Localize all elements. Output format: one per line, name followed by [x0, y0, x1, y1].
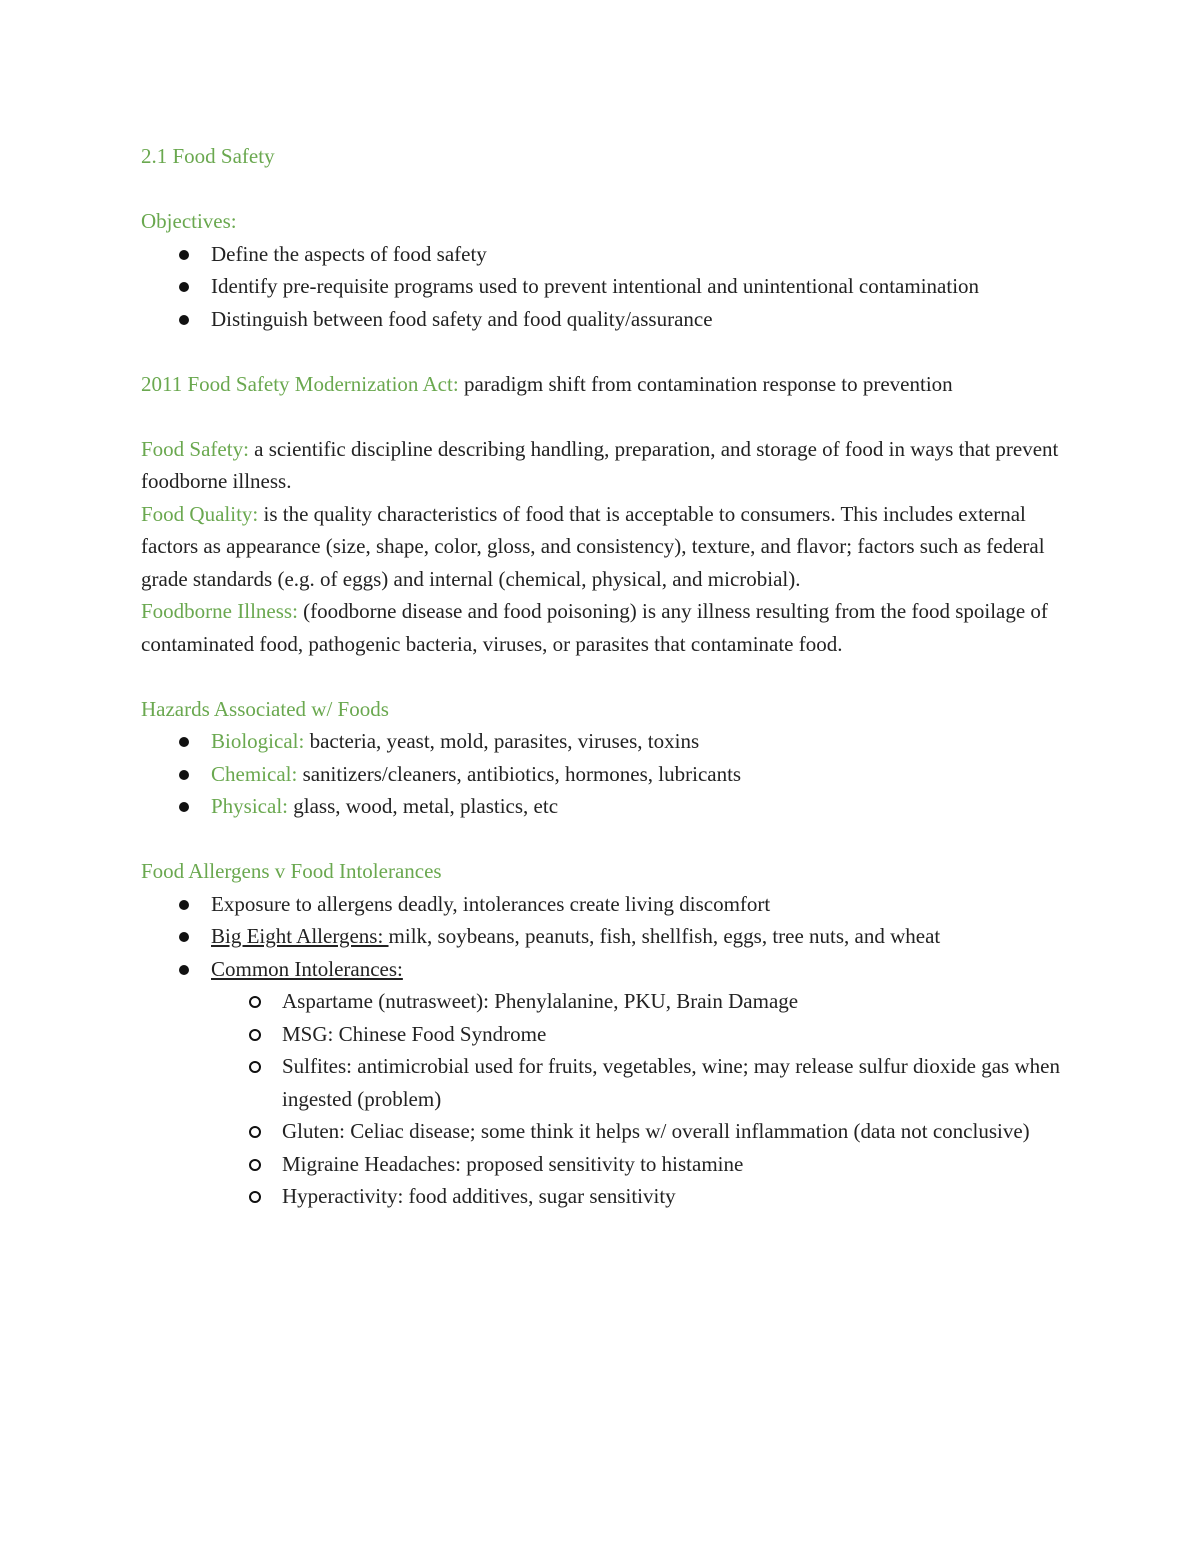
- definition-text: (foodborne disease and food poisoning) is any illness resulting from the food spoilage of contaminated food, pathogenic bacteria, viruses, or parasites that contaminate food.: [141, 599, 1048, 656]
- spacer: [141, 400, 1061, 433]
- fsma-paragraph: [141, 368, 1061, 401]
- list-item: Chemical: sanitizers/cleaners, antibiotics, hormones, lubricants: [141, 758, 1061, 791]
- spacer: [141, 173, 1061, 206]
- bullet-icon: [179, 737, 189, 747]
- big-eight-label: Big Eight Allergens:: [211, 924, 389, 948]
- list-item: Exposure to allergens deadly, intolerances create living discomfort: [141, 888, 1061, 921]
- circle-bullet-icon: [249, 1061, 261, 1073]
- definition-term: Food Safety:: [141, 436, 249, 461]
- bullet-icon: [179, 770, 189, 780]
- list-item: MSG: Chinese Food Syndrome: [141, 1018, 1061, 1051]
- list-item: [141, 920, 1061, 953]
- list-item: Define the aspects of food safety: [141, 238, 1061, 271]
- circle-bullet-icon: [249, 996, 261, 1008]
- list-item: Gluten: Celiac disease; some think it helps w/ overall inflammation (data not conclusive): [141, 1115, 1061, 1148]
- definition-food-safety: [141, 433, 1061, 498]
- bullet-icon: [179, 965, 189, 975]
- allergens-list: [141, 888, 1061, 1213]
- definition-foodborne-illness: [141, 595, 1061, 660]
- circle-bullet-icon: [249, 1029, 261, 1041]
- common-intolerances-label: Common Intolerances:: [211, 956, 403, 981]
- list-item: Hyperactivity: food additives, sugar sensitivity: [141, 1180, 1061, 1213]
- fsma-text: paradigm shift from contamination response to prevention: [458, 371, 953, 396]
- bullet-icon: [179, 250, 189, 260]
- definition-text: is the quality characteristics of food that is acceptable to consumers. This includes external factors as appearance (size, shape, color, gloss, and consistency), texture, and flavor; factors such as federal grade standards (e.g. of eggs) and internal (chemical, physical, and microbial).: [141, 501, 1045, 591]
- list-item: [141, 953, 1061, 1213]
- definition-term: Food Quality:: [141, 501, 259, 526]
- big-eight-text: milk, soybeans, peanuts, fish, shellfish, eggs, tree nuts, and wheat: [388, 924, 941, 948]
- circle-bullet-icon: [249, 1191, 261, 1203]
- list-item: Sulfites: antimicrobial used for fruits, vegetables, wine; may release sulfur dioxide gas when ingested (problem): [141, 1050, 1061, 1115]
- intolerances-list: [211, 985, 1061, 1213]
- spacer: [141, 335, 1061, 368]
- circle-bullet-icon: [249, 1159, 261, 1171]
- bullet-icon: [179, 802, 189, 812]
- definition-food-quality: [141, 498, 1061, 596]
- objectives-heading: Objectives:: [141, 209, 237, 233]
- list-item: Aspartame (nutrasweet): Phenylalanine, PKU, Brain Damage: [141, 985, 1061, 1018]
- document-page: [141, 140, 1061, 1213]
- bullet-icon: [179, 900, 189, 910]
- bullet-icon: [179, 282, 189, 292]
- bullet-icon: [179, 932, 189, 942]
- definition-term: Foodborne Illness:: [141, 599, 298, 623]
- fsma-term: 2011 Food Safety Modernization Act:: [141, 371, 459, 396]
- list-item: Identify pre-requisite programs used to prevent intentional and unintentional contamination: [141, 270, 1061, 303]
- list-item: Migraine Headaches: proposed sensitivity to histamine: [141, 1148, 1061, 1181]
- list-item: Physical: glass, wood, metal, plastics, etc: [141, 790, 1061, 823]
- spacer: [141, 823, 1061, 856]
- objectives-list: [141, 238, 1061, 336]
- bullet-icon: [179, 315, 189, 325]
- hazards-list: [141, 725, 1061, 823]
- definition-text: a scientific discipline describing handling, preparation, and storage of food in ways that prevent foodborne illness.: [141, 436, 1059, 493]
- page-title: 2.1 Food Safety: [141, 144, 275, 168]
- spacer: [141, 660, 1061, 693]
- list-item: Distinguish between food safety and food quality/assurance: [141, 303, 1061, 336]
- circle-bullet-icon: [249, 1126, 261, 1138]
- allergens-heading: Food Allergens v Food Intolerances: [141, 859, 442, 883]
- list-item: Biological: bacteria, yeast, mold, parasites, viruses, toxins: [141, 725, 1061, 758]
- hazards-heading: Hazards Associated w/ Foods: [141, 696, 389, 721]
